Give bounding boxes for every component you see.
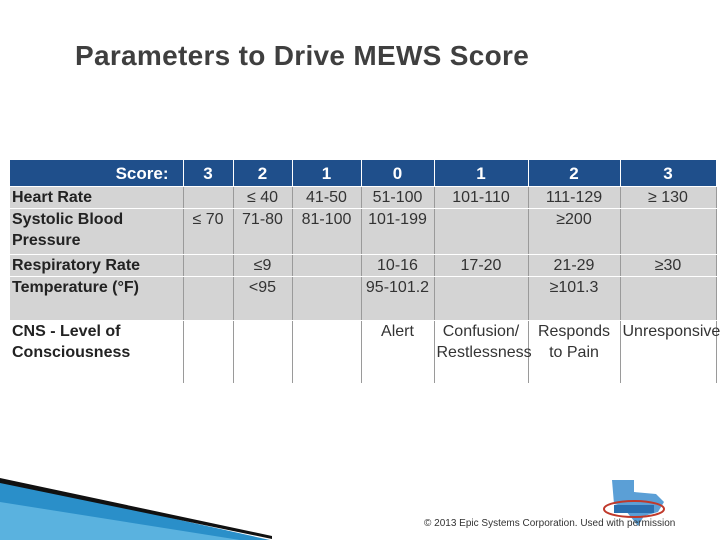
parameter-label: Systolic Blood Pressure (10, 209, 183, 255)
score-header-cell: 2 (528, 160, 620, 187)
score-header-cell: 1 (434, 160, 528, 187)
table-cell (620, 277, 716, 321)
table-cell: Unresponsive (620, 321, 716, 384)
score-header-cell: 3 (183, 160, 233, 187)
table-cell (183, 187, 233, 209)
table-cell: ≤ 40 (233, 187, 292, 209)
table-cell (434, 277, 528, 321)
table-cell: 101-199 (361, 209, 434, 255)
table-cell: 51-100 (361, 187, 434, 209)
parameter-label: Temperature (°F) (10, 277, 183, 321)
table-cell (233, 321, 292, 384)
table-cell: ≥30 (620, 255, 716, 277)
table-cell: ≤ 70 (183, 209, 233, 255)
table-row (10, 187, 716, 209)
table-cell: ≥200 (528, 209, 620, 255)
table-cell: ≤9 (233, 255, 292, 277)
table-cell: 95-101.2 (361, 277, 434, 321)
table-cell: 111-129 (528, 187, 620, 209)
table-cell (434, 209, 528, 255)
table-cell: 17-20 (434, 255, 528, 277)
table-cell: 10-16 (361, 255, 434, 277)
table-cell: 41-50 (292, 187, 361, 209)
slide-title: Parameters to Drive MEWS Score (75, 40, 530, 71)
table-cell (292, 255, 361, 277)
table-cell: 71-80 (233, 209, 292, 255)
logo-band-icon (614, 505, 654, 513)
table-cell: 101-110 (434, 187, 528, 209)
table-row (10, 277, 716, 321)
table-cell: ≥ 130 (620, 187, 716, 209)
copyright-notice: © 2013 Epic Systems Corporation. Used with permission (424, 518, 676, 529)
table-row (10, 321, 716, 384)
table-cell (183, 277, 233, 321)
table-cell: Confusion/ Restlessness (434, 321, 528, 384)
parameter-label: Respiratory Rate (10, 255, 183, 277)
parameter-label: Heart Rate (10, 187, 183, 209)
table-cell (183, 321, 233, 384)
score-header-label: Score: (10, 160, 183, 187)
table-cell: <95 (233, 277, 292, 321)
mews-parameter-table (10, 160, 720, 384)
table-row (10, 255, 716, 277)
score-header-cell: 1 (292, 160, 361, 187)
score-header-cell: 2 (233, 160, 292, 187)
table-cell: Alert (361, 321, 434, 384)
slide-decoration (0, 450, 300, 540)
score-header-cell: 3 (620, 160, 716, 187)
table-cell: 81-100 (292, 209, 361, 255)
table-cell: 21-29 (528, 255, 620, 277)
parameter-label: CNS - Level of Consciousness (10, 321, 183, 384)
table-cell (292, 321, 361, 384)
table-cell (292, 277, 361, 321)
table-row (10, 209, 716, 255)
score-header-row (10, 160, 716, 187)
table-cell: ≥101.3 (528, 277, 620, 321)
table-cell (620, 209, 716, 255)
table-cell: Responds to Pain (528, 321, 620, 384)
score-header-cell: 0 (361, 160, 434, 187)
table-cell (183, 255, 233, 277)
